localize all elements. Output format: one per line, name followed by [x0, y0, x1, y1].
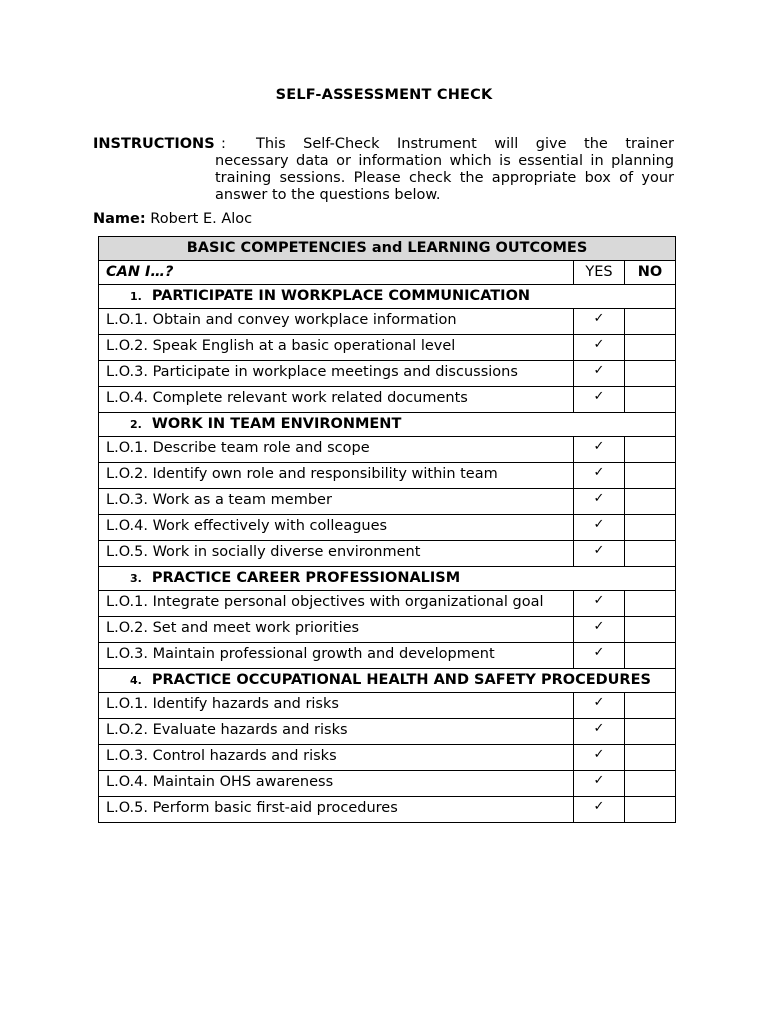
- section-title: [99, 285, 676, 309]
- table-row: [99, 771, 676, 797]
- learning-outcome: L.O.2. Set and meet work priorities: [99, 617, 574, 643]
- table-row: [99, 335, 676, 361]
- check-mark-icon: ✓: [593, 363, 605, 378]
- no-checkbox[interactable]: [625, 591, 676, 617]
- no-checkbox[interactable]: [625, 309, 676, 335]
- section-row: [99, 669, 676, 693]
- table-row: [99, 309, 676, 335]
- name-label: Name:: [93, 211, 146, 227]
- yes-checkbox[interactable]: [574, 309, 625, 335]
- check-mark-icon: ✓: [593, 389, 605, 404]
- learning-outcome: L.O.2. Speak English at a basic operational level: [99, 335, 574, 361]
- yes-checkbox[interactable]: [574, 437, 625, 463]
- check-mark-icon: ✓: [593, 543, 605, 558]
- check-mark-icon: ✓: [593, 593, 605, 608]
- table-row: [99, 515, 676, 541]
- can-i-header: CAN I…?: [99, 261, 574, 285]
- learning-outcome: L.O.3. Control hazards and risks: [99, 745, 574, 771]
- instructions-label: INSTRUCTIONS: [93, 136, 215, 152]
- yes-checkbox[interactable]: [574, 463, 625, 489]
- yes-header: YES: [574, 261, 625, 285]
- no-checkbox[interactable]: [625, 463, 676, 489]
- table-row: [99, 541, 676, 567]
- learning-outcome: L.O.1. Describe team role and scope: [99, 437, 574, 463]
- section-row: [99, 285, 676, 309]
- table-row: [99, 643, 676, 669]
- learning-outcome: L.O.4. Complete relevant work related documents: [99, 387, 574, 413]
- no-checkbox[interactable]: [625, 643, 676, 669]
- table-row: [99, 463, 676, 489]
- learning-outcome: L.O.2. Identify own role and responsibility within team: [99, 463, 574, 489]
- table-header: BASIC COMPETENCIES and LEARNING OUTCOMES: [99, 237, 676, 261]
- yes-checkbox[interactable]: [574, 771, 625, 797]
- section-title: [99, 413, 676, 437]
- section-title-text: PRACTICE CAREER PROFESSIONALISM: [151, 570, 461, 586]
- check-mark-icon: ✓: [593, 695, 605, 710]
- table-row: [99, 361, 676, 387]
- yes-checkbox[interactable]: [574, 489, 625, 515]
- yes-checkbox[interactable]: [574, 515, 625, 541]
- yes-checkbox[interactable]: [574, 693, 625, 719]
- section-number: 3.: [130, 572, 142, 585]
- name-value: Robert E. Aloc: [150, 211, 253, 227]
- yes-checkbox[interactable]: [574, 719, 625, 745]
- instructions-colon: :: [221, 136, 226, 152]
- no-checkbox[interactable]: [625, 693, 676, 719]
- section-title-text: PRACTICE OCCUPATIONAL HEALTH AND SAFETY PROCEDURES: [151, 672, 651, 688]
- no-checkbox[interactable]: [625, 387, 676, 413]
- no-checkbox[interactable]: [625, 771, 676, 797]
- learning-outcome: L.O.5. Work in socially diverse environment: [99, 541, 574, 567]
- no-checkbox[interactable]: [625, 515, 676, 541]
- learning-outcome: L.O.2. Evaluate hazards and risks: [99, 719, 574, 745]
- yes-checkbox[interactable]: [574, 387, 625, 413]
- section-title: [99, 669, 676, 693]
- table-row: [99, 591, 676, 617]
- table-row: [99, 437, 676, 463]
- yes-checkbox[interactable]: [574, 361, 625, 387]
- section-title-text: PARTICIPATE IN WORKPLACE COMMUNICATION: [151, 288, 531, 304]
- yes-checkbox[interactable]: [574, 591, 625, 617]
- learning-outcome: L.O.5. Perform basic first-aid procedures: [99, 797, 574, 823]
- no-checkbox[interactable]: [625, 335, 676, 361]
- column-header-row: [99, 261, 676, 285]
- no-checkbox[interactable]: [625, 617, 676, 643]
- document-title: SELF-ASSESSMENT CHECK: [275, 87, 493, 103]
- learning-outcome: L.O.1. Obtain and convey workplace information: [99, 309, 574, 335]
- section-number: 2.: [130, 418, 142, 431]
- table-row: [99, 489, 676, 515]
- learning-outcome: L.O.3. Maintain professional growth and development: [99, 643, 574, 669]
- check-mark-icon: ✓: [593, 645, 605, 660]
- no-checkbox[interactable]: [625, 745, 676, 771]
- yes-checkbox[interactable]: [574, 797, 625, 823]
- no-checkbox[interactable]: [625, 361, 676, 387]
- no-checkbox[interactable]: [625, 489, 676, 515]
- check-mark-icon: ✓: [593, 491, 605, 506]
- check-mark-icon: ✓: [593, 773, 605, 788]
- yes-checkbox[interactable]: [574, 541, 625, 567]
- section-number: 4.: [130, 674, 142, 687]
- check-mark-icon: ✓: [593, 439, 605, 454]
- table-row: [99, 617, 676, 643]
- learning-outcome: L.O.3. Work as a team member: [99, 489, 574, 515]
- table-row: [99, 797, 676, 823]
- competency-table: [98, 236, 676, 823]
- table-header-row: [99, 237, 676, 261]
- learning-outcome: L.O.1. Identify hazards and risks: [99, 693, 574, 719]
- yes-checkbox[interactable]: [574, 643, 625, 669]
- section-title-text: WORK IN TEAM ENVIRONMENT: [151, 416, 402, 432]
- check-mark-icon: ✓: [593, 721, 605, 736]
- no-header: NO: [625, 261, 676, 285]
- no-checkbox[interactable]: [625, 797, 676, 823]
- yes-checkbox[interactable]: [574, 335, 625, 361]
- check-mark-icon: ✓: [593, 517, 605, 532]
- yes-checkbox[interactable]: [574, 745, 625, 771]
- learning-outcome: L.O.3. Participate in workplace meetings and discussions: [99, 361, 574, 387]
- table-row: [99, 387, 676, 413]
- check-mark-icon: ✓: [593, 799, 605, 814]
- no-checkbox[interactable]: [625, 719, 676, 745]
- table-row: [99, 693, 676, 719]
- learning-outcome: L.O.4. Maintain OHS awareness: [99, 771, 574, 797]
- check-mark-icon: ✓: [593, 337, 605, 352]
- section-row: [99, 413, 676, 437]
- instructions-text: This Self-Check Instrument will give the trainer necessary data or information which is essential in planning training sessions. Please check the appropriate box of your answer to the questions below.: [215, 136, 674, 203]
- section-number: 1.: [130, 290, 142, 303]
- no-checkbox[interactable]: [625, 437, 676, 463]
- no-checkbox[interactable]: [625, 541, 676, 567]
- section-row: [99, 567, 676, 591]
- check-mark-icon: ✓: [593, 465, 605, 480]
- check-mark-icon: ✓: [593, 619, 605, 634]
- learning-outcome: L.O.4. Work effectively with colleagues: [99, 515, 574, 541]
- check-mark-icon: ✓: [593, 311, 605, 326]
- check-mark-icon: ✓: [593, 747, 605, 762]
- learning-outcome: L.O.1. Integrate personal objectives with organizational goal: [99, 591, 574, 617]
- table-row: [99, 745, 676, 771]
- yes-checkbox[interactable]: [574, 617, 625, 643]
- section-title: [99, 567, 676, 591]
- table-row: [99, 719, 676, 745]
- name-line: [93, 211, 252, 227]
